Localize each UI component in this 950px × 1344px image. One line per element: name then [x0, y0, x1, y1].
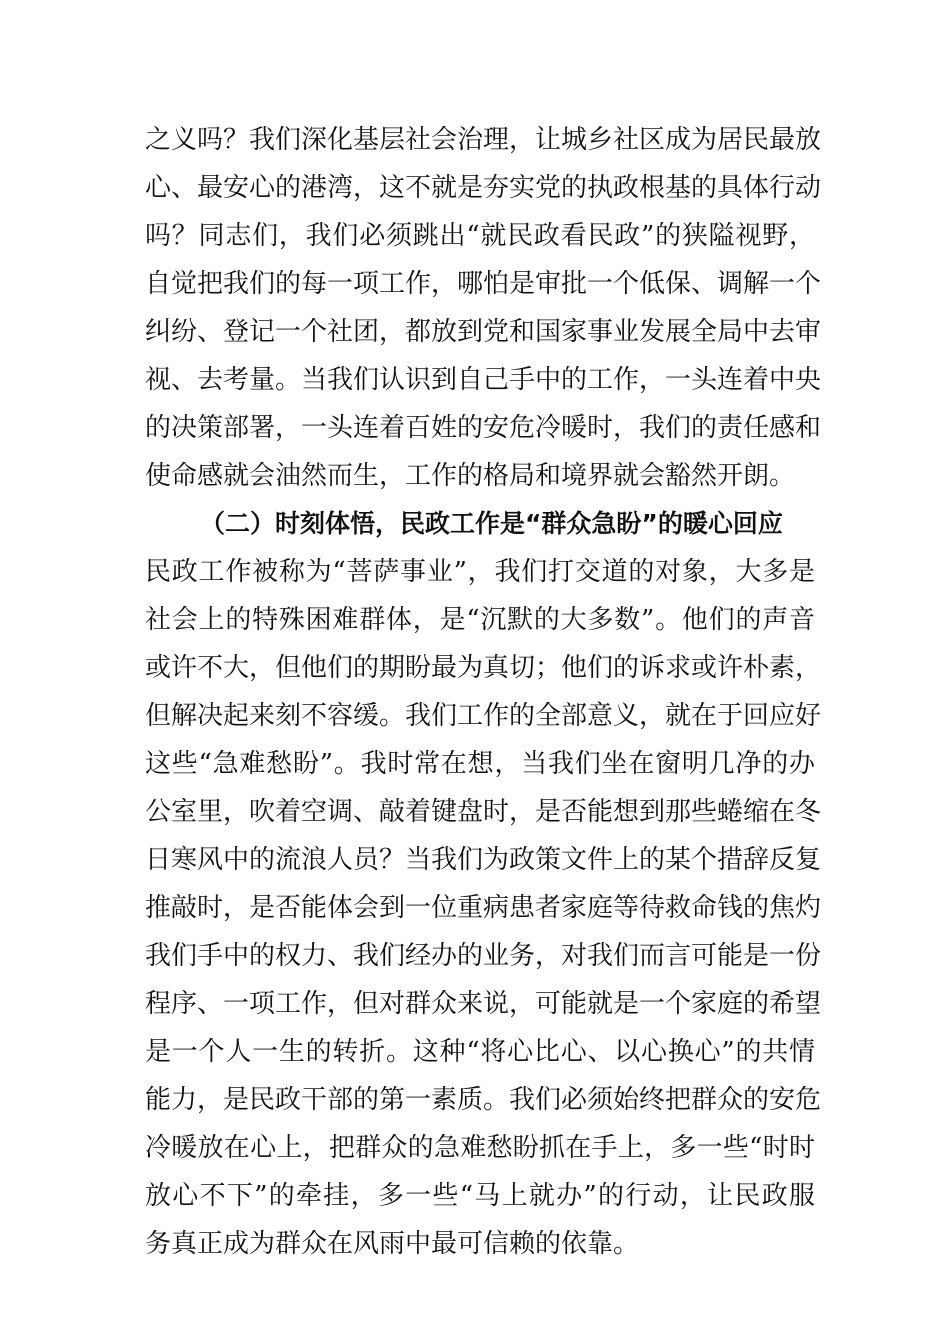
text-line: 日寒风中的流浪人员？当我们为政策文件上的某个措辞反复	[145, 845, 822, 875]
text-line: 民政工作被称为“菩萨事业”，我们打交道的对象，大多是	[145, 557, 815, 587]
text-line: 能力，是民政干部的第一素质。我们必须始终把群众的安危	[145, 1085, 822, 1115]
text-line: 使命感就会油然而生，工作的格局和境界就会豁然开朗。	[145, 461, 796, 491]
text-line: 但解决起来刻不容缓。我们工作的全部意义，就在于回应好	[145, 701, 822, 731]
text-line: 放心不下”的牵挂，多一些“马上就办”的行动，让民政服	[145, 1181, 815, 1211]
text-line: 冷暖放在心上，把群众的急难愁盼抓在手上，多一些“时时	[145, 1133, 815, 1163]
text-line: 或许不大，但他们的期盼最为真切；他们的诉求或许朴素，	[145, 653, 822, 683]
text-line: 程序、一项工作，但对群众来说，可能就是一个家庭的希望	[145, 989, 822, 1019]
text-line: 之义吗？我们深化基层社会治理，让城乡社区成为居民最放	[145, 125, 822, 155]
text-line: 公室里，吹着空调、敲着键盘时，是否能想到那些蜷缩在冬	[145, 797, 822, 827]
text-line: 视、去考量。当我们认识到自己手中的工作，一头连着中央	[145, 365, 822, 395]
text-line: 推敲时，是否能体会到一位重病患者家庭等待救命钱的焦灼	[145, 893, 822, 923]
text-line: 社会上的特殊困难群体，是“沉默的大多数”。他们的声音	[145, 605, 815, 635]
text-line: 是一个人一生的转折。这种“将心比心、以心换心”的共情	[145, 1037, 815, 1067]
section-heading: （二）时刻体悟，民政工作是“群众急盼”的暖心回应	[200, 509, 783, 538]
text-line: 纠纷、登记一个社团，都放到党和国家事业发展全局中去审	[145, 317, 822, 347]
text-line: 的决策部署，一头连着百姓的安危冷暖时，我们的责任感和	[145, 413, 822, 443]
text-line: 这些“急难愁盼”。我时常在想，当我们坐在窗明几净的办	[145, 749, 815, 779]
text-line: 我们手中的权力、我们经办的业务，对我们而言可能是一份	[145, 941, 822, 971]
text-line: 吗？同志们，我们必须跳出“就民政看民政”的狭隘视野，	[145, 221, 815, 251]
text-line: 心、最安心的港湾，这不就是夯实党的执政根基的具体行动	[145, 173, 822, 203]
text-line: 自觉把我们的每一项工作，哪怕是审批一个低保、调解一个	[145, 269, 822, 299]
text-line: 务真正成为群众在风雨中最可信赖的依靠。	[145, 1229, 640, 1259]
